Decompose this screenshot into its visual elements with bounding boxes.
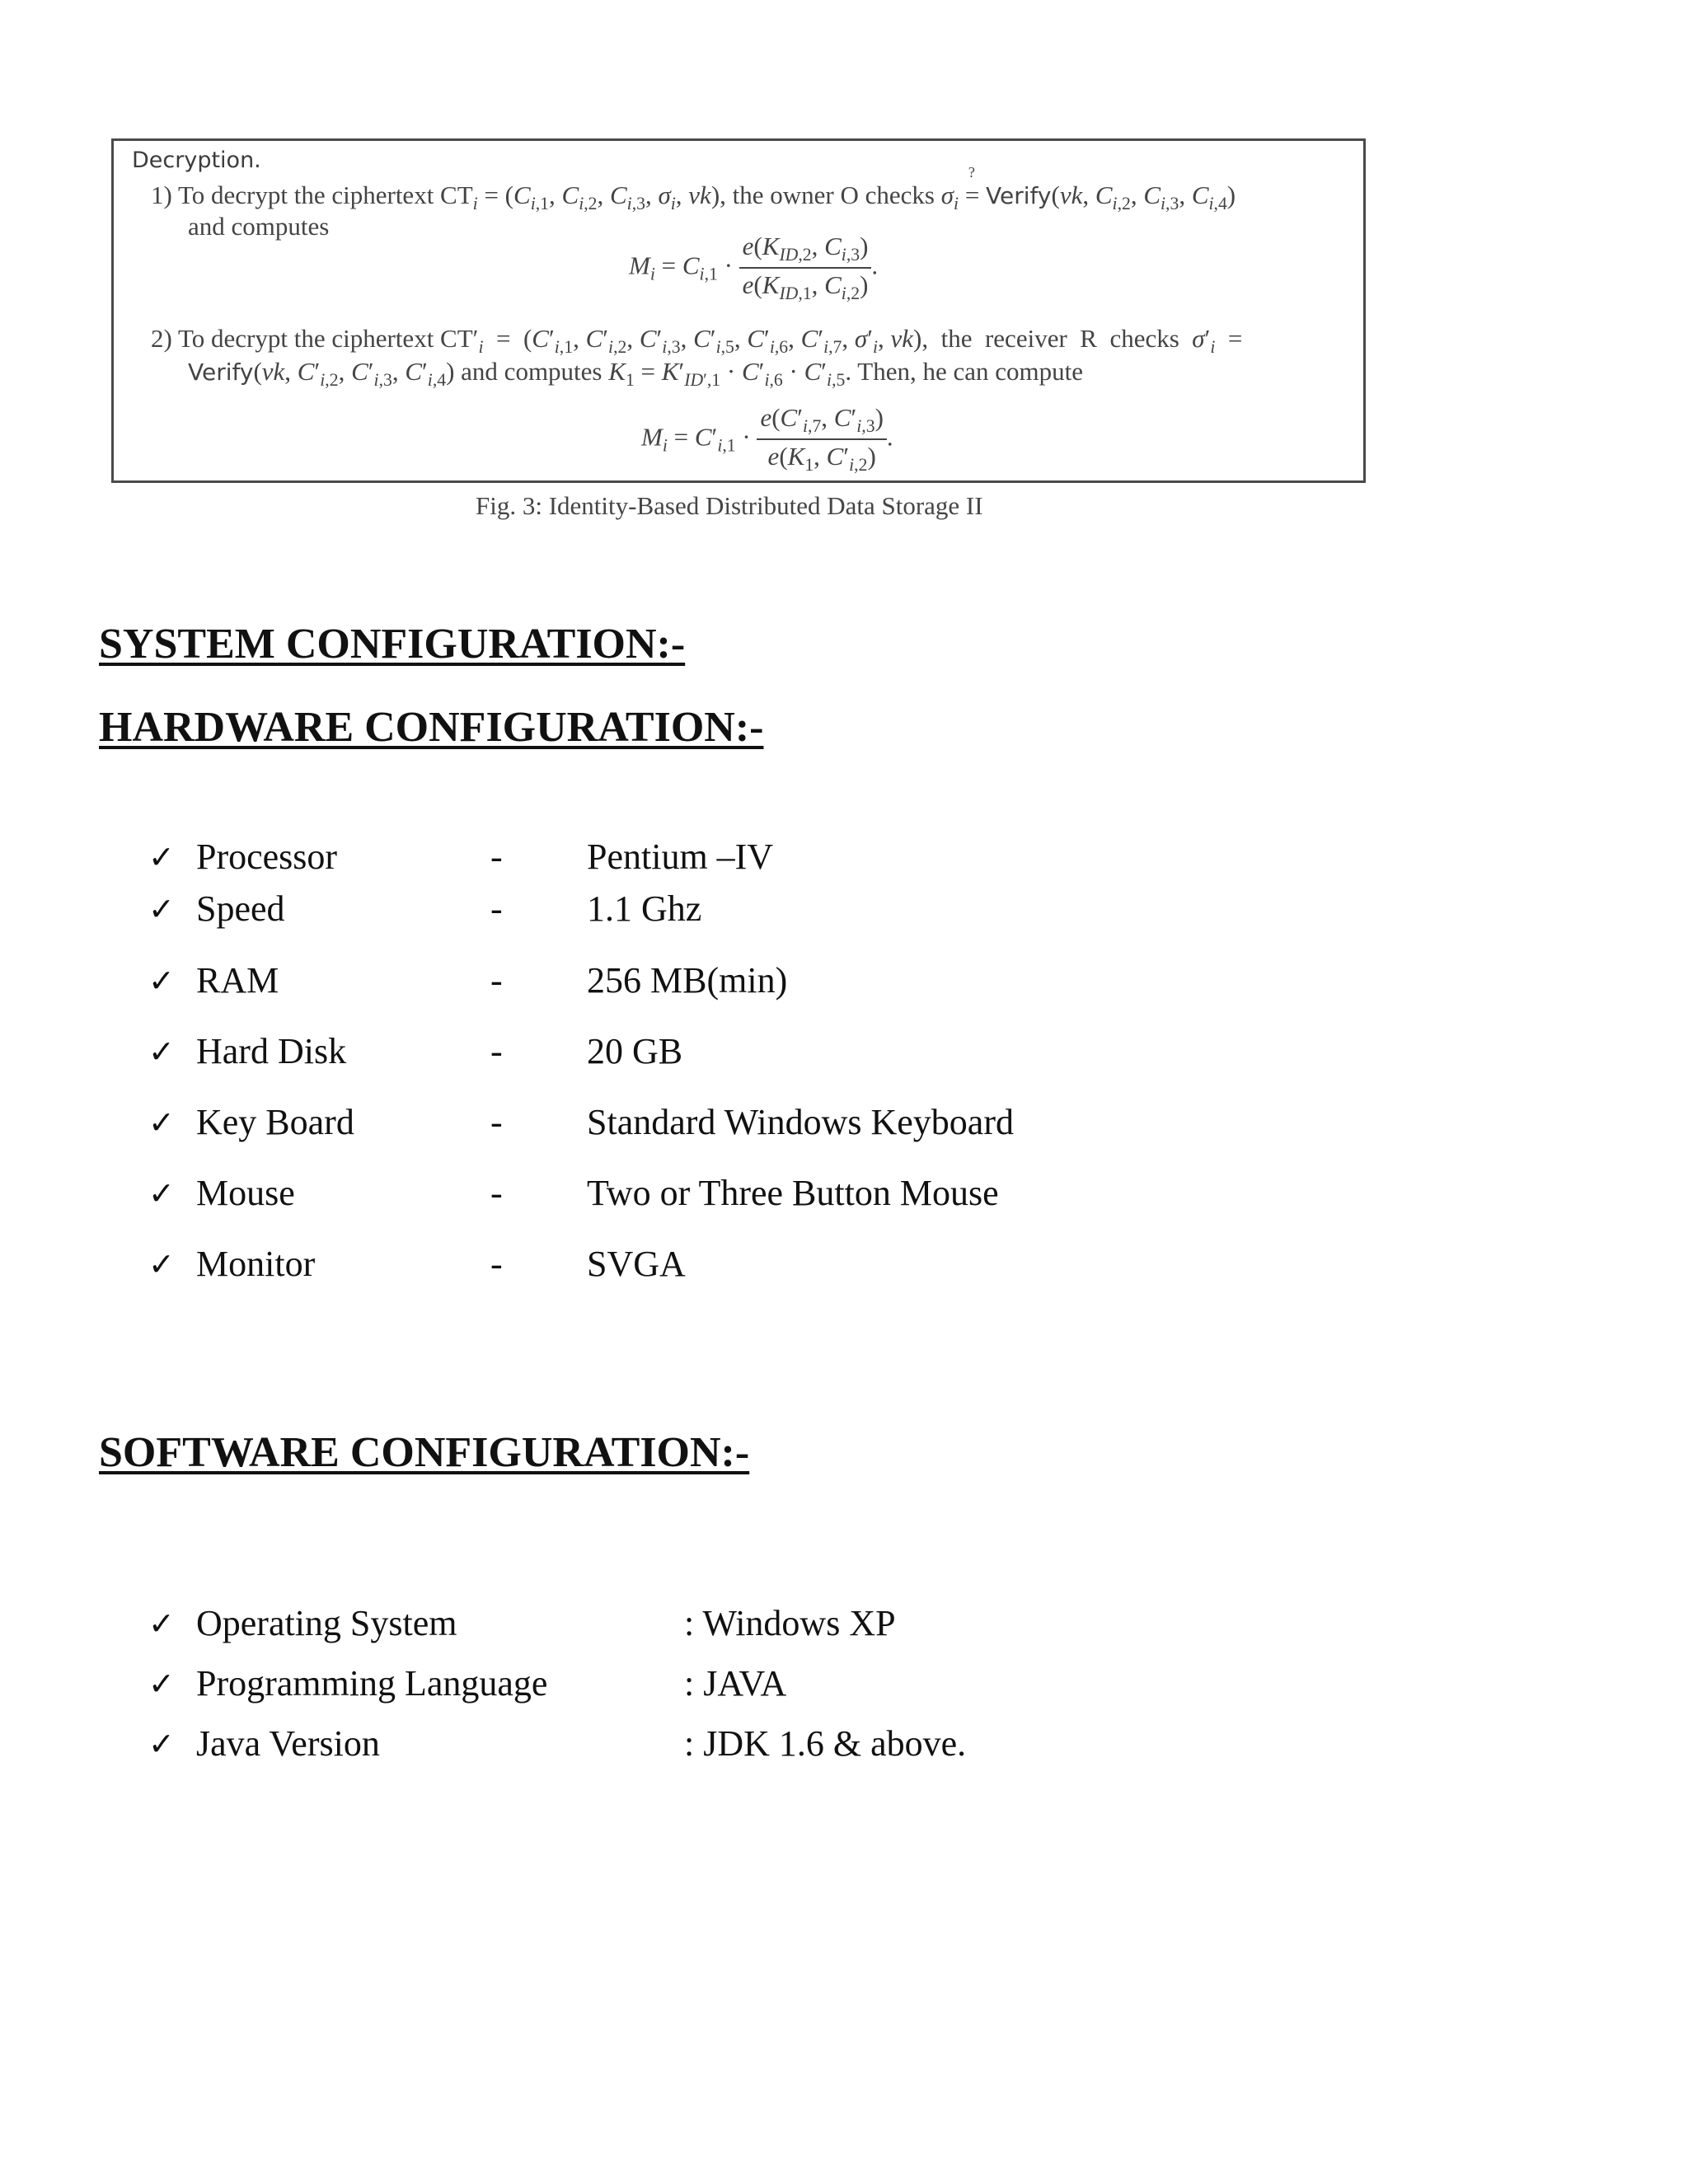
hardware-item-label: RAM bbox=[196, 960, 279, 1001]
hardware-item-label: Processor bbox=[196, 837, 338, 877]
equation-1: $M_i = C_{i,1}$ · $\frac{e(K_{ID,2}, C_{i,3})}{e(K_{ID,1}, C_{i,2})}$ . bbox=[629, 232, 879, 304]
hardware-item-value: Standard Windows Keyboard bbox=[587, 1102, 1014, 1142]
hardware-item-separator: - bbox=[490, 888, 503, 929]
checkmark-icon: ✓ bbox=[148, 1175, 175, 1212]
checkmark-icon: ✓ bbox=[148, 891, 175, 927]
hardware-item-value: SVGA bbox=[587, 1244, 686, 1284]
checkmark-icon: ✓ bbox=[148, 1666, 175, 1702]
hardware-item-separator: - bbox=[490, 960, 503, 1001]
decryption-step-1-cont: and computes bbox=[188, 212, 330, 241]
checkmark-icon: ✓ bbox=[148, 1726, 175, 1762]
software-item-label: Programming Language bbox=[196, 1663, 548, 1704]
hardware-item-separator: - bbox=[490, 837, 503, 877]
hardware-item bbox=[148, 884, 1137, 934]
verify-label: Verify bbox=[188, 359, 254, 386]
hardware-item bbox=[148, 1169, 1137, 1218]
software-item-value: : JDK 1.6 & above. bbox=[684, 1723, 967, 1764]
software-item bbox=[148, 1599, 1137, 1648]
hardware-item-separator: - bbox=[490, 1031, 503, 1071]
step-1-text: 1) To decrypt the ciphertext CT bbox=[151, 180, 473, 209]
decryption-step-1: 1) To decrypt the ciphertext $CT_i = (C_{i,1}$, $C_{i,2}$, $C_{i,3}$, $\sigma_i$, vk), the owner O checks $\sigma_i$ = ? Verify(vk, $C_{i,2}$, $C_{i,3}$, $C_{i,4}$) bbox=[151, 164, 1236, 214]
decryption-step-2: 2) To decrypt the ciphertext $CT'_i = (C'_{i,1}$, $C'_{i,2}$, $C'_{i,3}$, $C'_{i,5}$, $C'_{i,6}$, $C'_{i,7}$, $\sigma'_i$, vk), the receiver R checks $\sigma'_i$ = bbox=[151, 324, 1243, 358]
checkmark-icon: ✓ bbox=[148, 1605, 175, 1642]
checkmark-icon: ✓ bbox=[148, 963, 175, 999]
hardware-item bbox=[148, 1240, 1137, 1289]
software-item bbox=[148, 1659, 1137, 1708]
figure-caption: Fig. 3: Identity-Based Distributed Data Storage II bbox=[476, 491, 983, 520]
hardware-item-value: Pentium –IV bbox=[587, 837, 774, 877]
hardware-item bbox=[148, 832, 1137, 882]
software-item-value: : Windows XP bbox=[684, 1603, 896, 1643]
system-configuration-heading: SYSTEM CONFIGURATION:- bbox=[99, 621, 686, 668]
hardware-item-separator: - bbox=[490, 1173, 503, 1213]
hardware-item bbox=[148, 1027, 1137, 1076]
step-2-and-computes: and computes bbox=[461, 357, 603, 386]
hardware-item-value: 1.1 Ghz bbox=[587, 888, 702, 929]
figure-box bbox=[111, 138, 1366, 483]
hardware-item-label: Mouse bbox=[196, 1173, 295, 1213]
software-item-value: : JAVA bbox=[684, 1663, 787, 1704]
checkmark-icon: ✓ bbox=[148, 1033, 175, 1070]
hardware-item bbox=[148, 1098, 1137, 1147]
software-item bbox=[148, 1719, 1137, 1769]
hardware-item-value: Two or Three Button Mouse bbox=[587, 1173, 999, 1213]
hardware-item-value: 256 MB(min) bbox=[587, 960, 788, 1001]
step-2-then: Then, he can compute bbox=[857, 357, 1083, 386]
hardware-item-label: Speed bbox=[196, 888, 285, 929]
checkmark-icon: ✓ bbox=[148, 839, 175, 875]
hardware-configuration-heading: HARDWARE CONFIGURATION:- bbox=[99, 704, 764, 751]
hardware-item-separator: - bbox=[490, 1102, 503, 1142]
checkmark-icon: ✓ bbox=[148, 1104, 175, 1141]
figure-title: Decryption. bbox=[132, 148, 261, 173]
hardware-item-value: 20 GB bbox=[587, 1031, 683, 1071]
checkmark-icon: ✓ bbox=[148, 1246, 175, 1282]
software-item-label: Java Version bbox=[196, 1723, 380, 1764]
step-2-text: 2) To decrypt the ciphertext CT bbox=[151, 324, 473, 353]
hardware-item-label: Key Board bbox=[196, 1102, 354, 1142]
decryption-step-2-cont: Verify(vk, $C'_{i,2}$, $C'_{i,3}$, $C'_{i,4}$) and computes $K_1 = K'_{ID',1} \cdot C'_{i,6} \cdot C'_{i,5}$. Then, he can compute bbox=[188, 357, 1083, 391]
software-configuration-heading: SOFTWARE CONFIGURATION:- bbox=[99, 1429, 750, 1476]
hardware-item-label: Hard Disk bbox=[196, 1031, 347, 1071]
software-item-label: Operating System bbox=[196, 1603, 457, 1643]
hardware-item-separator: - bbox=[490, 1244, 503, 1284]
equation-2: $M_i = C'_{i,1}$ · $\frac{e(C'_{i,7}, C'_{i,3})}{e(K_1, C'_{i,2})}$ . bbox=[641, 403, 893, 476]
hardware-item bbox=[148, 956, 1137, 1005]
hardware-item-label: Monitor bbox=[196, 1244, 316, 1284]
